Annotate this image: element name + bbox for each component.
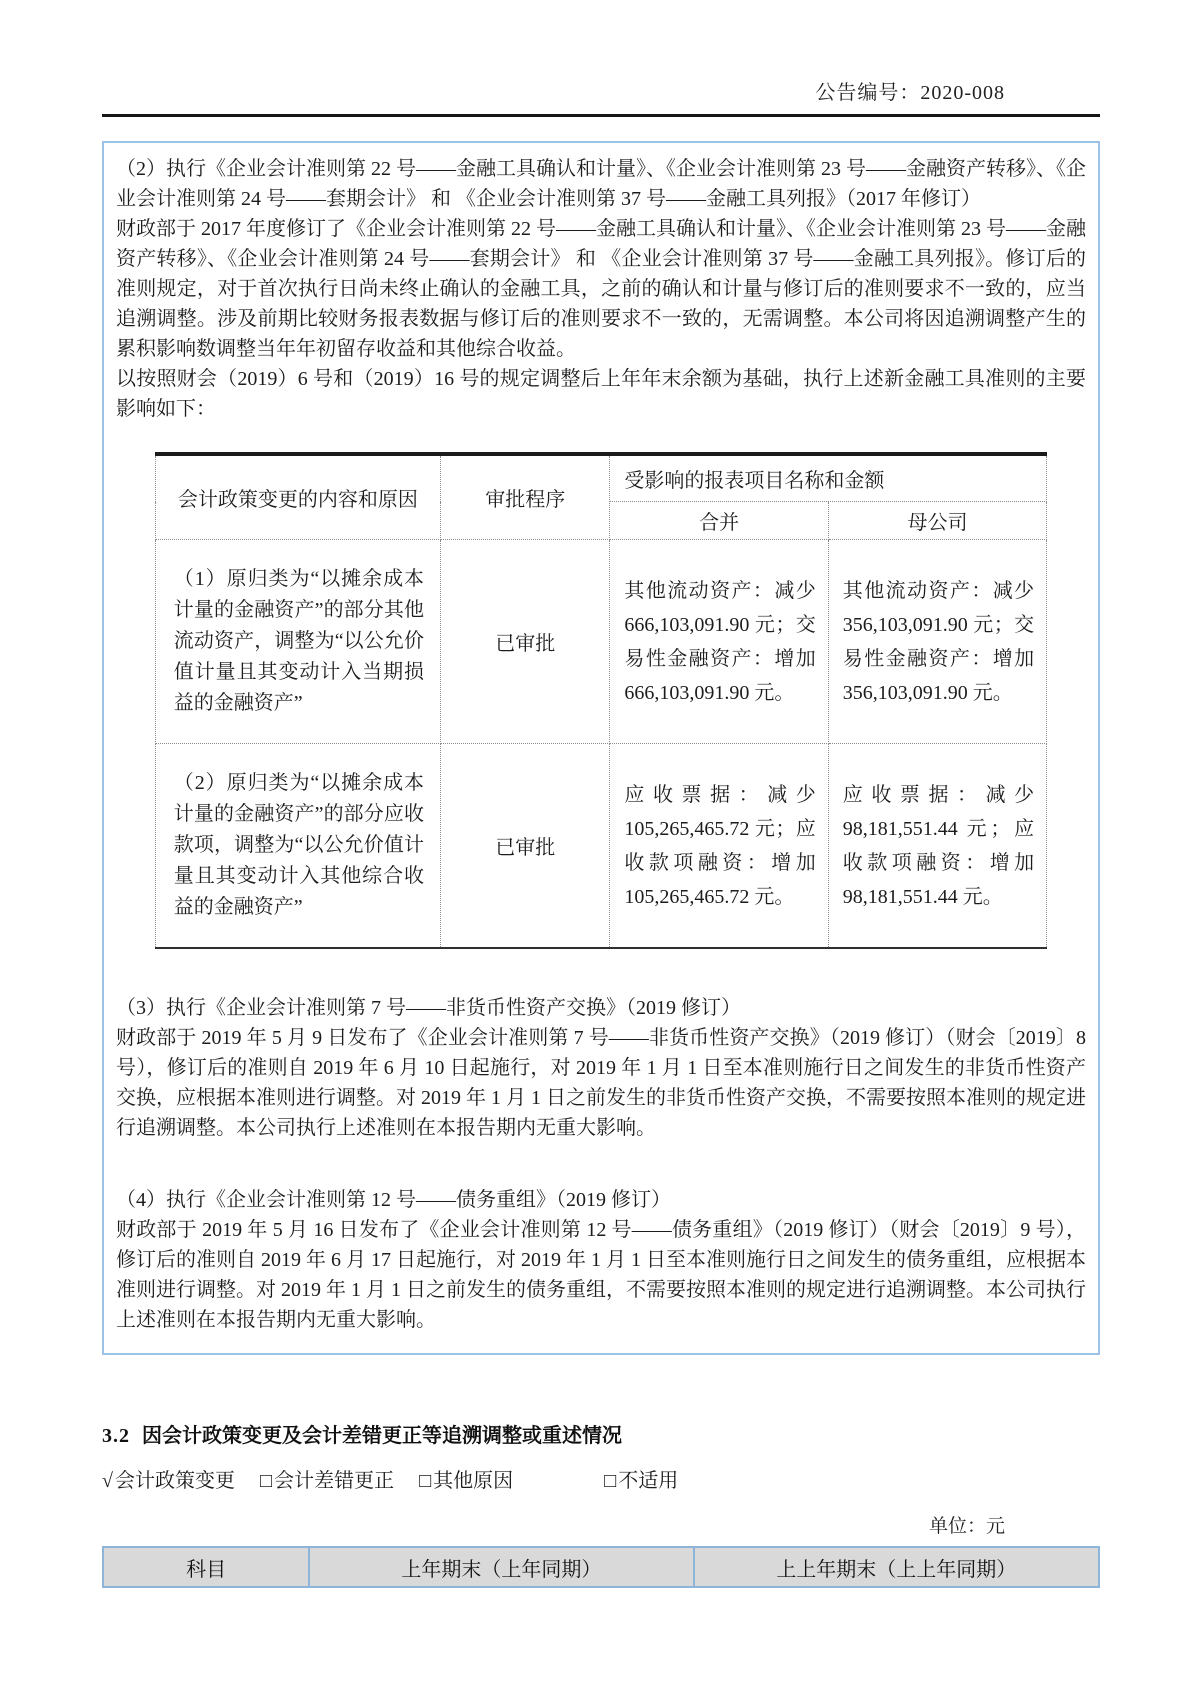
col-header-approval: 审批程序 (441, 454, 610, 540)
col-header-prior-year-end: 上年期末（上年同期） (309, 1547, 693, 1587)
notice-paragraph-std12-body: 财政部于 2019 年 5 月 16 日发布了《企业会计准则第 12 号——债务重组》（2019 修订）（财会〔2019〕9 号），修订后的准则自 2019 年 6 月 17 日起施行，对 2019 年 1 月 1 日至本准则施行日之间发生的债务重组，应根据本准则进行调整。对 2019 年 1 月 1 日之前发生的债务重组，不需要按照本准则的规定进行追溯调整。本公司执行上述准则在本报告期内无重大影响。 (116, 1219, 1086, 1331)
announcement-number: 公告编号：2020-008 (815, 82, 1005, 104)
header-divider (102, 114, 1100, 117)
subject-comparison-table (102, 1546, 1100, 1588)
notice-paragraph-impact-intro: 以按照财会（2019）6 号和（2019）16 号的规定调整后上年年末余额为基础，执行上述新金融工具准则的主要影响如下： (116, 368, 1086, 420)
section-title: 因会计政策变更及会计差错更正等追溯调整或重述情况 (142, 1425, 622, 1447)
section-number: 3.2 (102, 1425, 130, 1447)
row2-content-cell: （2）原归类为“以摊余成本计量的金融资产”的部分应收款项，调整为“以公允价值计量且其变动计入其他综合收益的金融资产” (155, 744, 440, 949)
option-not-applicable (604, 1470, 678, 1492)
policy-table-row-2 (155, 744, 1046, 949)
row1-consolidated-cell: 其他流动资产：减少 666,103,091.90 元；交易性金融资产：增加 666,103,091.90 元。 (610, 540, 828, 744)
notice-paragraph-std12-title: （4）执行《企业会计准则第 12 号——债务重组》（2019 修订） (116, 1189, 671, 1211)
section-3-2-heading (102, 1419, 1100, 1448)
option-other-reason-label: 其他原因 (433, 1470, 514, 1492)
option-not-applicable-label: 不适用 (618, 1470, 679, 1492)
policy-table-header-row-1 (155, 454, 1046, 502)
row2-consolidated-cell: 应收票据：减少 105,265,465.72 元；应收款项融资：增加 105,265,465.72 元。 (610, 744, 828, 949)
checkbox-empty-icon: □ (259, 1470, 273, 1492)
notice-paragraph-std7-body: 财政部于 2019 年 5 月 9 日发布了《企业会计准则第 7 号——非货币性资产交换》（2019 修订）（财会〔2019〕8 号），修订后的准则自 2019 年 6 月 10 日起施行，对 2019 年 1 月 1 日至本准则施行日之间发生的非货币性资产交换，应根据本准则进行调整。对 2019 年 1 月 1 日之前发生的非货币性资产交换，不需要按照本准则的规定进行追溯调整。本公司执行上述准则在本报告期内无重大影响。 (116, 1027, 1086, 1139)
row1-parent-cell: 其他流动资产：减少 356,103,091.90 元；交易性金融资产：增加 356,103,091.90 元。 (828, 540, 1046, 744)
col-header-parent-company: 母公司 (828, 502, 1046, 540)
check-mark-icon: √ (102, 1470, 113, 1492)
col-header-two-years-prior-end: 上上年期末（上上年同期） (694, 1547, 1099, 1587)
row1-approval-cell: 已审批 (441, 540, 610, 744)
col-header-consolidated: 合并 (610, 502, 828, 540)
option-error-correction (260, 1470, 394, 1492)
subject-table-header-row (103, 1547, 1099, 1587)
row2-approval-cell: 已审批 (441, 744, 610, 949)
policy-table-row-1 (155, 540, 1046, 744)
row1-content-cell: （1）原归类为“以摊余成本计量的金融资产”的部分其他流动资产，调整为“以公允价值计量且其变动计入当期损益的金融资产” (155, 540, 440, 744)
policy-change-table (155, 452, 1047, 949)
notice-paragraph-standards-title: （2）执行《企业会计准则第 22 号——金融工具确认和计量》、《企业会计准则第 23 号——金融资产转移》、《企业会计准则第 24 号——套期会计》 和 《企业会计准则第 37 号——金融工具列报》（2017 年修订） (116, 158, 1086, 210)
col-header-content-reason: 会计政策变更的内容和原因 (155, 454, 440, 540)
option-other-reason (419, 1470, 513, 1492)
unit-label: 单位：元 (928, 1516, 1005, 1537)
checkbox-empty-icon: □ (604, 1470, 617, 1492)
option-policy-change-label: 会计政策变更 (114, 1470, 235, 1492)
restatement-reason-options (102, 1464, 1100, 1493)
notice-paragraph-standards-body: 财政部于 2017 年度修订了《企业会计准则第 22 号——金融工具确认和计量》、《企业会计准则第 23 号——金融资产转移》、《企业会计准则第 24 号——套期会计》 和 《企业会计准则第 37 号——金融工具列报》。修订后的准则规定，对于首次执行日尚未终止确认的金融工具，之前的确认和计量与修订后的准则要求不一致的，应当追溯调整。涉及前期比较财务报表数据与修订后的准则要求不一致的，无需调整。本公司将因追溯调整产生的累积影响数调整当年年初留存收益和其他综合收益。 (116, 218, 1086, 360)
accounting-policy-notice-box (102, 141, 1100, 1355)
checkbox-empty-icon: □ (419, 1470, 432, 1492)
col-header-subject: 科目 (103, 1547, 309, 1587)
notice-paragraph-std7-title: （3）执行《企业会计准则第 7 号——非货币性资产交换》（2019 修订） (116, 997, 741, 1019)
option-policy-change (102, 1470, 235, 1492)
col-header-affected-items: 受影响的报表项目名称和金额 (610, 454, 1047, 502)
option-error-correction-label: 会计差错更正 (274, 1470, 395, 1492)
row2-parent-cell: 应收票据：减少 98,181,551.44 元；应收款项融资：增加 98,181,551.44 元。 (828, 744, 1046, 949)
